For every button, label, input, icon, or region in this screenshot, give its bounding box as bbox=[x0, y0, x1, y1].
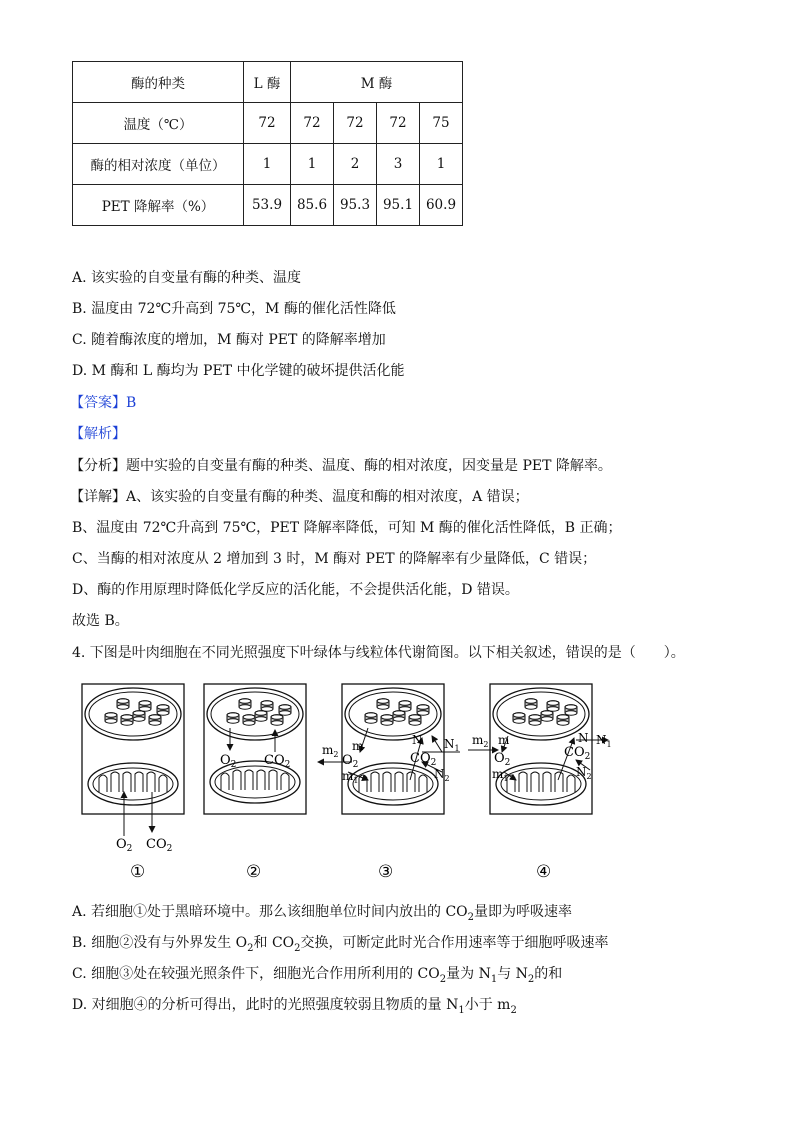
option-d: D. M 酶和 L 酶均为 PET 中化学键的破坏提供活化能 bbox=[72, 363, 405, 379]
conclusion: 故选 B。 bbox=[72, 613, 129, 629]
table-row bbox=[73, 103, 463, 144]
enzyme-table bbox=[72, 61, 463, 226]
cell-1 bbox=[82, 684, 184, 882]
table-cell: 2 bbox=[334, 144, 377, 185]
option-a: A. 该实验的自变量有酶的种类、温度 bbox=[72, 270, 302, 286]
m2-label: $m_2$ bbox=[472, 733, 489, 749]
m-label: m bbox=[498, 733, 510, 747]
table-cell: 95.1 bbox=[377, 185, 420, 226]
m2-label: $m_2$ bbox=[322, 743, 339, 759]
xiangjie-label: 【详解】 bbox=[70, 489, 126, 505]
q4-option-b: B. 细胞②没有与外界发生 $O_2$和 $CO_2$交换，可断定此时光合作用速率等于细胞呼吸速率 bbox=[72, 935, 609, 954]
table-cell: PET 降解率（%） bbox=[73, 185, 244, 226]
n1-label: $N_1$ bbox=[596, 733, 612, 749]
table-cell: 酶的种类 bbox=[73, 62, 244, 103]
n-label: N bbox=[412, 733, 423, 747]
table-cell: 75 bbox=[420, 103, 463, 144]
cell-label-3: ③ bbox=[378, 862, 394, 882]
o2-label: $O_2$ bbox=[342, 753, 359, 770]
table-cell: 72 bbox=[291, 103, 334, 144]
table-cell: 1 bbox=[420, 144, 463, 185]
option-c: C. 随着酶浓度的增加，M 酶对 PET 的降解率增加 bbox=[72, 332, 386, 348]
cell-3 bbox=[318, 684, 460, 882]
table-cell: 72 bbox=[377, 103, 420, 144]
cell-label-4: ④ bbox=[536, 862, 552, 882]
cell-label-1: ① bbox=[130, 862, 146, 882]
cell-2 bbox=[204, 684, 306, 882]
fenxi-label: 【分析】 bbox=[70, 458, 126, 474]
co2-label: $CO_2$ bbox=[264, 753, 291, 770]
o2-label: $O_2$ bbox=[494, 751, 511, 768]
fenxi-line bbox=[70, 456, 612, 476]
explain-c: C、当酶的相对浓度从 2 增加到 3 时，M 酶对 PET 的降解率有少量降低，C 错误； bbox=[72, 551, 597, 567]
table-cell: 72 bbox=[244, 103, 291, 144]
table-cell: 85.6 bbox=[291, 185, 334, 226]
table-row bbox=[73, 185, 463, 226]
table-cell: 酶的相对浓度（单位） bbox=[73, 144, 244, 185]
co2-label: $CO_2$ bbox=[564, 745, 591, 762]
explain-d: D、酶的作用原理时降低化学反应的活化能，不会提供活化能，D 错误。 bbox=[72, 582, 519, 598]
fenxi-text: 题中实验的自变量有酶的种类、温度、酶的相对浓度，因变量是 PET 降解率。 bbox=[126, 458, 612, 474]
co2-label: $CO_2$ bbox=[410, 751, 437, 768]
organelle-figure bbox=[70, 680, 630, 885]
co2-label: $CO_2$ bbox=[146, 837, 173, 854]
table-cell: 53.9 bbox=[244, 185, 291, 226]
question-4-stem: 4. 下图是叶肉细胞在不同光照强度下叶绿体与线粒体代谢简图。以下相关叙述，错误的是（ ）。 bbox=[72, 645, 685, 661]
m1-label: $m_1$ bbox=[342, 769, 359, 785]
option-b: B. 温度由 72℃升高到 75℃，M 酶的催化活性降低 bbox=[72, 301, 396, 317]
n-label: N bbox=[578, 731, 589, 745]
n2-label: $N_2$ bbox=[434, 767, 450, 783]
q4-option-a: A. 若细胞①处于黑暗环境中。那么该细胞单位时间内放出的 $CO_2$量即为呼吸速率 bbox=[72, 904, 573, 923]
table-cell: L 酶 bbox=[244, 62, 291, 103]
q4-option-c: C. 细胞③处在较强光照条件下，细胞光合作用所利用的 $CO_2$量为 $N_1$与 $N_2$的和 bbox=[72, 966, 563, 985]
xiangjie-line bbox=[70, 487, 529, 507]
table-row bbox=[73, 62, 463, 103]
analysis-label: 【解析】 bbox=[70, 426, 126, 442]
explain-b: B、温度由 72℃升高到 75℃，PET 降解率降低，可知 M 酶的催化活性降低，B 正确； bbox=[72, 520, 622, 536]
table-cell: 60.9 bbox=[420, 185, 463, 226]
table-row bbox=[73, 144, 463, 185]
table-cell: 1 bbox=[291, 144, 334, 185]
n1-label: $N_1$ bbox=[444, 737, 460, 753]
table-cell: 72 bbox=[334, 103, 377, 144]
cell-4 bbox=[468, 684, 612, 882]
table-cell: 95.3 bbox=[334, 185, 377, 226]
n2-label: $N_2$ bbox=[576, 765, 592, 781]
table-cell: M 酶 bbox=[291, 62, 463, 103]
q4-option-d: D. 对细胞④的分析可得出，此时的光照强度较弱且物质的量 $N_1$小于 $m_2$ bbox=[72, 997, 517, 1016]
xiangjie-text: A、该实验的自变量有酶的种类、温度和酶的相对浓度，A 错误； bbox=[126, 489, 529, 505]
m-label: m bbox=[352, 739, 364, 753]
answer-label: 【答案】B bbox=[70, 395, 137, 411]
table-cell: 温度（℃） bbox=[73, 103, 244, 144]
o2-label: $O_2$ bbox=[116, 837, 133, 854]
table-cell: 3 bbox=[377, 144, 420, 185]
cell-label-2: ② bbox=[246, 862, 262, 882]
o2-label: $O_2$ bbox=[220, 753, 237, 770]
m1-label: $m_1$ bbox=[492, 767, 509, 783]
table-cell: 1 bbox=[244, 144, 291, 185]
